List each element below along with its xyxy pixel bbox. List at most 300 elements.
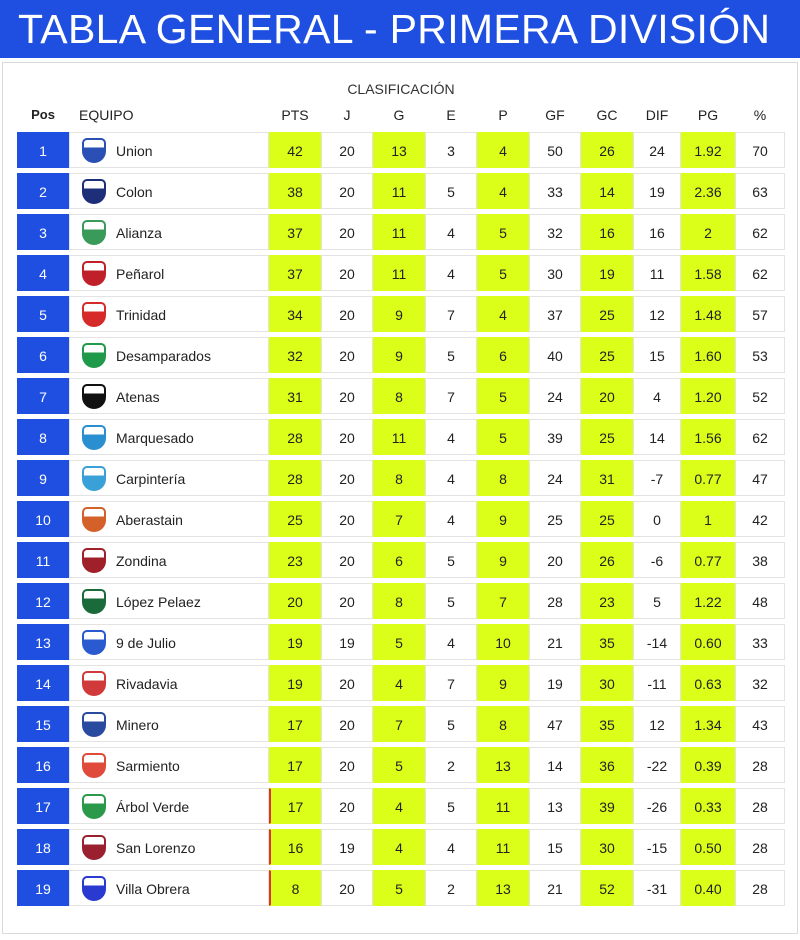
pts-cell: 37 xyxy=(269,214,321,250)
pg-cell: 1.56 xyxy=(681,419,735,455)
p-cell: 8 xyxy=(477,460,529,496)
position-cell: 11 xyxy=(17,542,69,578)
team-name: Villa Obrera xyxy=(116,881,190,897)
g-cell: 11 xyxy=(373,419,425,455)
pct-cell: 43 xyxy=(735,706,785,742)
e-cell: 4 xyxy=(425,419,477,455)
pct-cell: 28 xyxy=(735,788,785,824)
dif-cell: -11 xyxy=(633,665,681,701)
gc-cell: 25 xyxy=(581,501,633,537)
j-cell: 20 xyxy=(321,132,373,168)
position-cell: 7 xyxy=(17,378,69,414)
gc-cell: 30 xyxy=(581,829,633,865)
j-cell: 20 xyxy=(321,173,373,209)
team-cell xyxy=(69,542,269,578)
pts-cell: 19 xyxy=(269,665,321,701)
team-name: Árbol Verde xyxy=(116,799,190,815)
gc-cell: 39 xyxy=(581,788,633,824)
team-cell xyxy=(69,583,269,619)
pg-cell: 0.63 xyxy=(681,665,735,701)
gf-cell: 50 xyxy=(529,132,581,168)
pg-cell: 0.50 xyxy=(681,829,735,865)
table-row xyxy=(3,623,799,664)
penarol-crest-icon xyxy=(82,261,106,286)
position-cell: 12 xyxy=(17,583,69,619)
team-name: San Lorenzo xyxy=(116,840,196,856)
position-cell: 19 xyxy=(17,870,69,906)
position-cell: 18 xyxy=(17,829,69,865)
table-row xyxy=(3,705,799,746)
gc-cell: 52 xyxy=(581,870,633,906)
e-cell: 2 xyxy=(425,747,477,783)
p-cell: 5 xyxy=(477,378,529,414)
header-pct: % xyxy=(753,107,767,123)
pts-cell: 16 xyxy=(269,829,321,865)
p-cell: 4 xyxy=(477,132,529,168)
g-cell: 5 xyxy=(373,870,425,906)
position-cell: 14 xyxy=(17,665,69,701)
g-cell: 6 xyxy=(373,542,425,578)
pg-cell: 1.60 xyxy=(681,337,735,373)
pct-cell: 52 xyxy=(735,378,785,414)
pct-cell: 38 xyxy=(735,542,785,578)
standings-rows xyxy=(3,131,799,910)
gf-cell: 21 xyxy=(529,870,581,906)
gc-cell: 25 xyxy=(581,419,633,455)
team-cell xyxy=(69,624,269,660)
j-cell: 19 xyxy=(321,624,373,660)
pts-cell: 38 xyxy=(269,173,321,209)
marquesado-crest-icon xyxy=(82,425,106,450)
team-cell xyxy=(69,337,269,373)
p-cell: 6 xyxy=(477,337,529,373)
table-row xyxy=(3,377,799,418)
atenas-crest-icon xyxy=(82,384,106,409)
trinidad-crest-icon xyxy=(82,302,106,327)
e-cell: 3 xyxy=(425,132,477,168)
table-row xyxy=(3,746,799,787)
gc-cell: 25 xyxy=(581,337,633,373)
p-cell: 9 xyxy=(477,665,529,701)
gf-cell: 19 xyxy=(529,665,581,701)
pts-cell: 34 xyxy=(269,296,321,332)
table-subtitle: CLASIFICACIÓN xyxy=(347,81,455,97)
dif-cell: -22 xyxy=(633,747,681,783)
pts-cell: 17 xyxy=(269,747,321,783)
pts-cell: 8 xyxy=(269,870,321,906)
dif-cell: 15 xyxy=(633,337,681,373)
gf-cell: 14 xyxy=(529,747,581,783)
pts-cell: 28 xyxy=(269,460,321,496)
gc-cell: 16 xyxy=(581,214,633,250)
e-cell: 4 xyxy=(425,214,477,250)
p-cell: 5 xyxy=(477,255,529,291)
p-cell: 9 xyxy=(477,542,529,578)
j-cell: 20 xyxy=(321,583,373,619)
gf-cell: 28 xyxy=(529,583,581,619)
p-cell: 8 xyxy=(477,706,529,742)
position-cell: 8 xyxy=(17,419,69,455)
p-cell: 10 xyxy=(477,624,529,660)
gf-cell: 21 xyxy=(529,624,581,660)
dif-cell: 4 xyxy=(633,378,681,414)
team-cell xyxy=(69,173,269,209)
header-gf: GF xyxy=(545,107,565,123)
position-cell: 15 xyxy=(17,706,69,742)
gc-cell: 14 xyxy=(581,173,633,209)
pg-cell: 0.39 xyxy=(681,747,735,783)
pct-cell: 53 xyxy=(735,337,785,373)
gf-cell: 24 xyxy=(529,378,581,414)
gf-cell: 20 xyxy=(529,542,581,578)
dif-cell: 19 xyxy=(633,173,681,209)
position-cell: 6 xyxy=(17,337,69,373)
pg-cell: 2 xyxy=(681,214,735,250)
position-cell: 13 xyxy=(17,624,69,660)
j-cell: 20 xyxy=(321,337,373,373)
team-name: Atenas xyxy=(116,389,160,405)
e-cell: 7 xyxy=(425,378,477,414)
p-cell: 7 xyxy=(477,583,529,619)
dif-cell: -15 xyxy=(633,829,681,865)
gf-cell: 32 xyxy=(529,214,581,250)
dif-cell: -14 xyxy=(633,624,681,660)
san-lorenzo-crest-icon xyxy=(82,835,106,860)
e-cell: 4 xyxy=(425,501,477,537)
pg-cell: 1.48 xyxy=(681,296,735,332)
j-cell: 20 xyxy=(321,788,373,824)
e-cell: 5 xyxy=(425,706,477,742)
team-cell xyxy=(69,378,269,414)
p-cell: 13 xyxy=(477,747,529,783)
table-row xyxy=(3,869,799,910)
p-cell: 11 xyxy=(477,829,529,865)
pg-cell: 0.77 xyxy=(681,542,735,578)
pct-cell: 42 xyxy=(735,501,785,537)
team-name: Peñarol xyxy=(116,266,165,282)
gf-cell: 30 xyxy=(529,255,581,291)
gf-cell: 37 xyxy=(529,296,581,332)
pct-cell: 47 xyxy=(735,460,785,496)
dif-cell: 24 xyxy=(633,132,681,168)
gc-cell: 26 xyxy=(581,132,633,168)
dif-cell: 11 xyxy=(633,255,681,291)
team-name: Trinidad xyxy=(116,307,167,323)
gf-cell: 47 xyxy=(529,706,581,742)
pg-cell: 1.92 xyxy=(681,132,735,168)
lopez-pelaez-crest-icon xyxy=(82,589,106,614)
team-name: 9 de Julio xyxy=(116,635,176,651)
team-cell xyxy=(69,296,269,332)
g-cell: 7 xyxy=(373,501,425,537)
gc-cell: 20 xyxy=(581,378,633,414)
p-cell: 9 xyxy=(477,501,529,537)
table-header xyxy=(3,107,799,127)
table-row xyxy=(3,664,799,705)
position-cell: 2 xyxy=(17,173,69,209)
table-row xyxy=(3,336,799,377)
pg-cell: 0.60 xyxy=(681,624,735,660)
pct-cell: 57 xyxy=(735,296,785,332)
pg-cell: 1.58 xyxy=(681,255,735,291)
dif-cell: 12 xyxy=(633,706,681,742)
j-cell: 19 xyxy=(321,829,373,865)
gc-cell: 23 xyxy=(581,583,633,619)
g-cell: 11 xyxy=(373,255,425,291)
p-cell: 4 xyxy=(477,296,529,332)
desamparados-crest-icon xyxy=(82,343,106,368)
header-gc: GC xyxy=(596,107,618,123)
pct-cell: 33 xyxy=(735,624,785,660)
team-cell xyxy=(69,788,269,824)
header-j: J xyxy=(343,107,351,123)
dif-cell: -26 xyxy=(633,788,681,824)
gc-cell: 19 xyxy=(581,255,633,291)
rivadavia-crest-icon xyxy=(82,671,106,696)
team-name: Desamparados xyxy=(116,348,211,364)
team-cell xyxy=(69,460,269,496)
pct-cell: 28 xyxy=(735,747,785,783)
pg-cell: 0.40 xyxy=(681,870,735,906)
team-cell xyxy=(69,706,269,742)
pct-cell: 48 xyxy=(735,583,785,619)
pg-cell: 1 xyxy=(681,501,735,537)
pts-cell: 17 xyxy=(269,788,321,824)
pg-cell: 1.22 xyxy=(681,583,735,619)
position-cell: 9 xyxy=(17,460,69,496)
team-name: Colon xyxy=(116,184,153,200)
team-name: Union xyxy=(116,143,153,159)
j-cell: 20 xyxy=(321,747,373,783)
g-cell: 13 xyxy=(373,132,425,168)
dif-cell: 14 xyxy=(633,419,681,455)
gc-cell: 31 xyxy=(581,460,633,496)
villa-obrera-crest-icon xyxy=(82,876,106,901)
header-g: G xyxy=(393,107,405,123)
j-cell: 20 xyxy=(321,255,373,291)
table-row xyxy=(3,172,799,213)
j-cell: 20 xyxy=(321,542,373,578)
team-name: Carpintería xyxy=(116,471,186,487)
gf-cell: 39 xyxy=(529,419,581,455)
gc-cell: 35 xyxy=(581,624,633,660)
gf-cell: 15 xyxy=(529,829,581,865)
alianza-crest-icon xyxy=(82,220,106,245)
gc-cell: 36 xyxy=(581,747,633,783)
colon-crest-icon xyxy=(82,179,106,204)
header-p: P xyxy=(498,107,508,123)
pct-cell: 28 xyxy=(735,870,785,906)
pts-cell: 23 xyxy=(269,542,321,578)
team-cell xyxy=(69,747,269,783)
e-cell: 4 xyxy=(425,829,477,865)
team-cell xyxy=(69,214,269,250)
position-cell: 3 xyxy=(17,214,69,250)
pg-cell: 1.20 xyxy=(681,378,735,414)
pct-cell: 62 xyxy=(735,255,785,291)
pct-cell: 32 xyxy=(735,665,785,701)
zondina-crest-icon xyxy=(82,548,106,573)
page-title: TABLA GENERAL - PRIMERA DIVISIÓN xyxy=(0,0,800,58)
position-cell: 16 xyxy=(17,747,69,783)
team-cell xyxy=(69,665,269,701)
pts-cell: 25 xyxy=(269,501,321,537)
pg-cell: 2.36 xyxy=(681,173,735,209)
table-row xyxy=(3,418,799,459)
team-cell xyxy=(69,501,269,537)
position-cell: 1 xyxy=(17,132,69,168)
dif-cell: 12 xyxy=(633,296,681,332)
team-name: Alianza xyxy=(116,225,162,241)
e-cell: 5 xyxy=(425,542,477,578)
table-row xyxy=(3,459,799,500)
position-cell: 5 xyxy=(17,296,69,332)
pg-cell: 1.34 xyxy=(681,706,735,742)
gf-cell: 24 xyxy=(529,460,581,496)
j-cell: 20 xyxy=(321,870,373,906)
j-cell: 20 xyxy=(321,665,373,701)
table-row xyxy=(3,131,799,172)
j-cell: 20 xyxy=(321,419,373,455)
team-name: Sarmiento xyxy=(116,758,180,774)
arbol-verde-crest-icon xyxy=(82,794,106,819)
team-name: Minero xyxy=(116,717,159,733)
j-cell: 20 xyxy=(321,214,373,250)
j-cell: 20 xyxy=(321,706,373,742)
dif-cell: -6 xyxy=(633,542,681,578)
gc-cell: 25 xyxy=(581,296,633,332)
pts-cell: 32 xyxy=(269,337,321,373)
g-cell: 9 xyxy=(373,296,425,332)
gf-cell: 25 xyxy=(529,501,581,537)
team-name: Aberastain xyxy=(116,512,183,528)
g-cell: 8 xyxy=(373,583,425,619)
carpinteria-crest-icon xyxy=(82,466,106,491)
team-name: Rivadavia xyxy=(116,676,178,692)
table-row xyxy=(3,295,799,336)
table-row xyxy=(3,541,799,582)
team-cell xyxy=(69,255,269,291)
g-cell: 8 xyxy=(373,378,425,414)
table-row xyxy=(3,213,799,254)
table-row xyxy=(3,254,799,295)
gc-cell: 35 xyxy=(581,706,633,742)
dif-cell: 5 xyxy=(633,583,681,619)
g-cell: 5 xyxy=(373,747,425,783)
dif-cell: 0 xyxy=(633,501,681,537)
team-name: Zondina xyxy=(116,553,167,569)
standings-panel xyxy=(2,62,798,934)
dif-cell: -7 xyxy=(633,460,681,496)
table-row xyxy=(3,582,799,623)
header-pg: PG xyxy=(697,107,719,123)
g-cell: 8 xyxy=(373,460,425,496)
header-team: EQUIPO xyxy=(79,107,134,123)
j-cell: 20 xyxy=(321,460,373,496)
e-cell: 2 xyxy=(425,870,477,906)
minero-crest-icon xyxy=(82,712,106,737)
pg-cell: 0.33 xyxy=(681,788,735,824)
e-cell: 5 xyxy=(425,583,477,619)
position-cell: 10 xyxy=(17,501,69,537)
pts-cell: 17 xyxy=(269,706,321,742)
gc-cell: 26 xyxy=(581,542,633,578)
team-cell xyxy=(69,870,269,906)
gf-cell: 40 xyxy=(529,337,581,373)
aberastain-crest-icon xyxy=(82,507,106,532)
team-name: López Pelaez xyxy=(116,594,201,610)
team-cell xyxy=(69,132,269,168)
p-cell: 4 xyxy=(477,173,529,209)
g-cell: 11 xyxy=(373,173,425,209)
pct-cell: 28 xyxy=(735,829,785,865)
p-cell: 5 xyxy=(477,214,529,250)
g-cell: 9 xyxy=(373,337,425,373)
pg-cell: 0.77 xyxy=(681,460,735,496)
pct-cell: 63 xyxy=(735,173,785,209)
pct-cell: 62 xyxy=(735,214,785,250)
table-row xyxy=(3,787,799,828)
g-cell: 7 xyxy=(373,706,425,742)
g-cell: 4 xyxy=(373,829,425,865)
header-pos: Pos xyxy=(31,107,55,122)
e-cell: 5 xyxy=(425,337,477,373)
pct-cell: 62 xyxy=(735,419,785,455)
table-row xyxy=(3,500,799,541)
header-pts: PTS xyxy=(281,107,309,123)
e-cell: 7 xyxy=(425,665,477,701)
p-cell: 13 xyxy=(477,870,529,906)
gf-cell: 13 xyxy=(529,788,581,824)
e-cell: 4 xyxy=(425,255,477,291)
header-e: E xyxy=(446,107,456,123)
gc-cell: 30 xyxy=(581,665,633,701)
g-cell: 5 xyxy=(373,624,425,660)
dif-cell: -31 xyxy=(633,870,681,906)
j-cell: 20 xyxy=(321,296,373,332)
e-cell: 5 xyxy=(425,173,477,209)
j-cell: 20 xyxy=(321,378,373,414)
pts-cell: 37 xyxy=(269,255,321,291)
pct-cell: 70 xyxy=(735,132,785,168)
pts-cell: 31 xyxy=(269,378,321,414)
position-cell: 4 xyxy=(17,255,69,291)
e-cell: 7 xyxy=(425,296,477,332)
g-cell: 4 xyxy=(373,788,425,824)
nueve-de-julio-crest-icon xyxy=(82,630,106,655)
e-cell: 4 xyxy=(425,460,477,496)
table-row xyxy=(3,828,799,869)
e-cell: 4 xyxy=(425,624,477,660)
pts-cell: 19 xyxy=(269,624,321,660)
pts-cell: 28 xyxy=(269,419,321,455)
g-cell: 4 xyxy=(373,665,425,701)
pts-cell: 20 xyxy=(269,583,321,619)
g-cell: 11 xyxy=(373,214,425,250)
dif-cell: 16 xyxy=(633,214,681,250)
header-dif: DIF xyxy=(645,107,669,123)
pts-cell: 42 xyxy=(269,132,321,168)
team-name: Marquesado xyxy=(116,430,194,446)
gf-cell: 33 xyxy=(529,173,581,209)
p-cell: 5 xyxy=(477,419,529,455)
union-crest-icon xyxy=(82,138,106,163)
position-cell: 17 xyxy=(17,788,69,824)
team-cell xyxy=(69,419,269,455)
team-cell xyxy=(69,829,269,865)
sarmiento-crest-icon xyxy=(82,753,106,778)
e-cell: 5 xyxy=(425,788,477,824)
